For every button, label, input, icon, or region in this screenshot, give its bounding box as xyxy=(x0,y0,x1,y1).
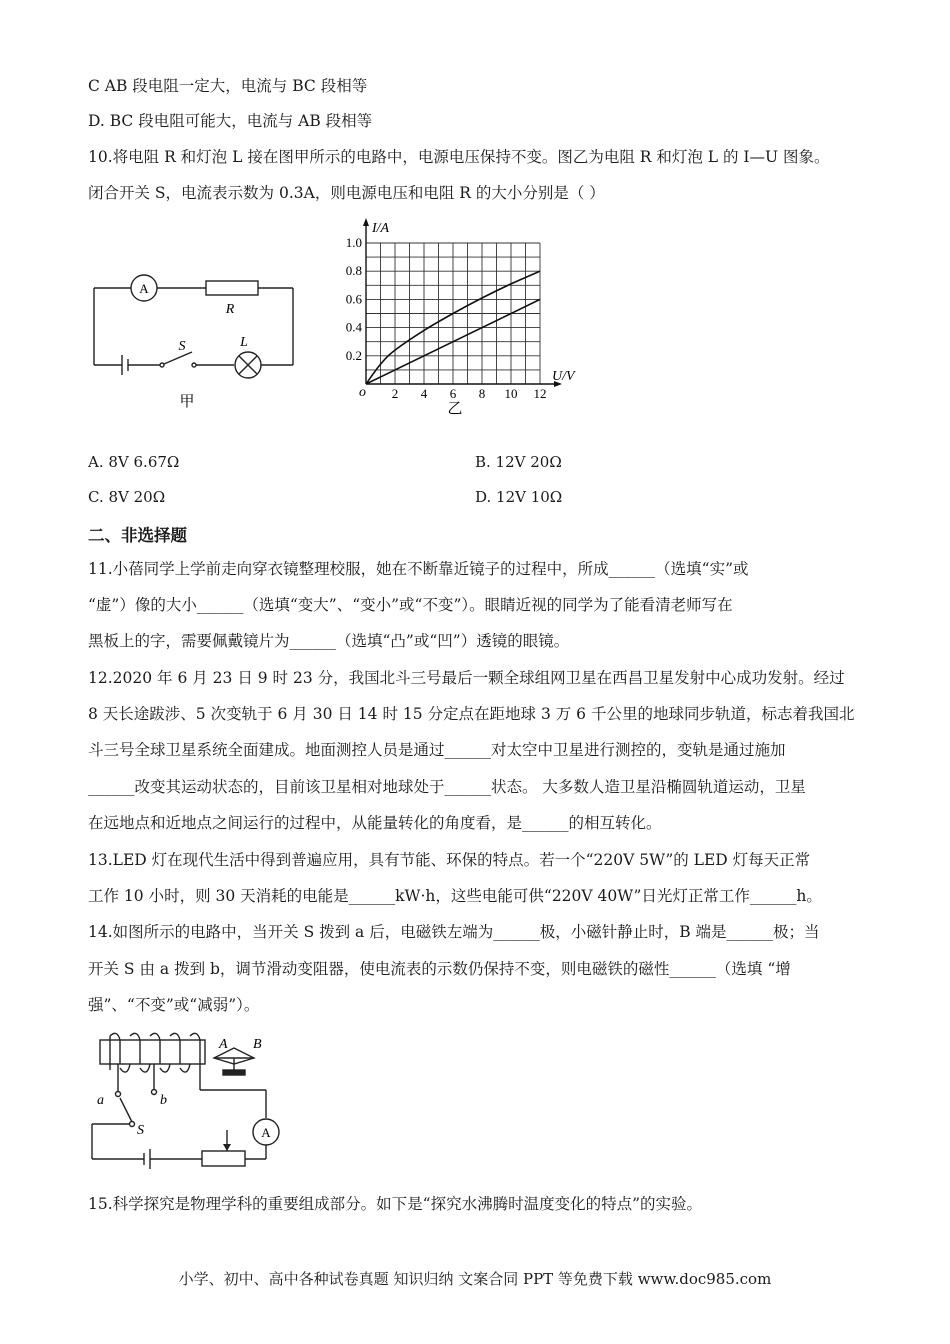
q10-option-a: A. 8V 6.67Ω xyxy=(88,453,180,471)
needle-a-label: A xyxy=(219,1037,228,1052)
q12-line3: 斗三号全球卫星系统全面建成。地面测控人员是通过______对太空中卫星进行测控的，变轨是通过施加 xyxy=(88,741,786,759)
q13-line2: 工作 10 小时，则 30 天消耗的电能是______kW·h，这些电能可供“220V 40W”日光灯正常工作______h。 xyxy=(88,887,822,905)
electromagnet-diagram xyxy=(90,1030,310,1175)
terminal-a-label: a xyxy=(97,1093,104,1108)
chart-caption: 乙 xyxy=(447,401,463,417)
q13-line1: 13.LED 灯在现代生活中得到普遍应用，具有节能、环保的特点。若一个“220V 5W”的 LED 灯每天正常 xyxy=(88,851,811,869)
circuit-diagram-jia xyxy=(84,270,304,420)
q12-line5: 在远地点和近地点之间运行的过程中，从能量转化的角度看，是______的相互转化。 xyxy=(88,814,662,832)
q11-line2: “虚”）像的大小______（选填“变大”、“变小”或“不变”）。眼睛近视的同学为了能看清老师写在 xyxy=(88,596,733,614)
q10-stem-line2: 闭合开关 S，电流表示数为 0.3A，则电源电压和电阻 R 的大小分别是（ ） xyxy=(88,184,605,202)
section-title: 二、非选择题 xyxy=(88,526,187,545)
x-tick-label: 8 xyxy=(478,386,486,401)
switch-icon-2 xyxy=(120,1098,132,1122)
q11-line3: 黑板上的字，需要佩戴镜片为______（选填“凸”或“凹”）透镜的眼镜。 xyxy=(88,632,570,650)
y-tick-label: 0.2 xyxy=(345,347,362,363)
y-tick-label: 0.8 xyxy=(345,263,362,279)
q10-stem-line1: 10.将电阻 R 和灯泡 L 接在图甲所示的电路中，电源电压保持不变。图乙为电阻 R 和灯泡 L 的 I—U 图象。 xyxy=(88,148,830,166)
q12-line1: 12.2020 年 6 月 23 日 9 时 23 分，我国北斗三号最后一颗全球组网卫星在西昌卫星发射中心成功发射。经过 xyxy=(88,669,845,687)
q11-line1: 11.小蓓同学上学前走向穿衣镜整理校服，她在不断靠近镜子的过程中，所成______（选填“实”或 xyxy=(88,560,749,578)
q12-line4: ______改变其运动状态的，目前该卫星相对地球处于______状态。 大多数人造卫星沿椭圆轨道运动，卫星 xyxy=(88,778,806,796)
origin-label: o xyxy=(359,385,366,400)
resistor-icon xyxy=(206,281,258,295)
x-tick-label: 4 xyxy=(420,386,428,401)
needle-b-label: B xyxy=(253,1037,262,1052)
x-tick-label: 12 xyxy=(533,386,547,401)
q10-option-b: B. 12V 20Ω xyxy=(475,453,562,471)
switch-s-label: S xyxy=(137,1123,144,1138)
y-axis-label: I/A xyxy=(372,221,390,236)
x-tick-label: 6 xyxy=(449,386,457,401)
q15-line1: 15.科学探究是物理学科的重要组成部分。如下是“探究水沸腾时温度变化的特点”的实验。 xyxy=(88,1195,703,1213)
ammeter-label-2: A xyxy=(261,1125,271,1140)
circuit-caption: 甲 xyxy=(179,394,195,410)
terminal-b-label: b xyxy=(160,1093,167,1108)
y-axis-arrow xyxy=(363,218,369,226)
ammeter-label: A xyxy=(139,281,149,296)
q12-line2: 8 天长途跋涉、5 次变轨于 6 月 30 日 14 时 15 分定点在距地球 3 万 6 千公里的地球同步轨道，标志着我国北 xyxy=(88,705,855,723)
x-tick-label: 10 xyxy=(504,386,518,401)
y-tick-label: 1.0 xyxy=(345,235,362,250)
x-axis-label: U/V xyxy=(552,369,575,384)
coil-icon xyxy=(190,1033,200,1040)
q10-option-c: C. 8V 20Ω xyxy=(88,488,166,506)
q10-option-d: D. 12V 10Ω xyxy=(475,488,563,506)
iron-core xyxy=(100,1040,205,1064)
q14-line2: 开关 S 由 a 拨到 b，调节滑动变阻器，使电流表的示数仍保持不变，则电磁铁的磁性______（选填 “增 xyxy=(88,960,791,978)
y-tick-label: 0.6 xyxy=(345,291,362,307)
y-tick-label: 0.4 xyxy=(345,319,362,335)
rheostat-icon xyxy=(202,1151,245,1166)
page-footer: 小学、初中、高中各种试卷真题 知识归纳 文案合同 PPT 等免费下载 www.doc985.com xyxy=(178,1270,772,1288)
resistor-label: R xyxy=(225,302,235,317)
option-c-prev: C AB 段电阻一定大，电流与 BC 段相等 xyxy=(88,77,368,95)
switch-label: S xyxy=(178,339,186,354)
q14-line1: 14.如图所示的电路中，当开关 S 拨到 a 后，电磁铁左端为______极，小磁针静止时，B 端是______极；当 xyxy=(88,923,820,941)
iu-graph xyxy=(330,216,590,421)
option-d-prev: D. BC 段电阻可能大，电流与 AB 段相等 xyxy=(88,112,373,130)
lamp-label: L xyxy=(240,335,248,350)
x-tick-label: 2 xyxy=(391,386,399,401)
q14-line3: 强”、“不变”或“减弱”）。 xyxy=(88,996,260,1014)
